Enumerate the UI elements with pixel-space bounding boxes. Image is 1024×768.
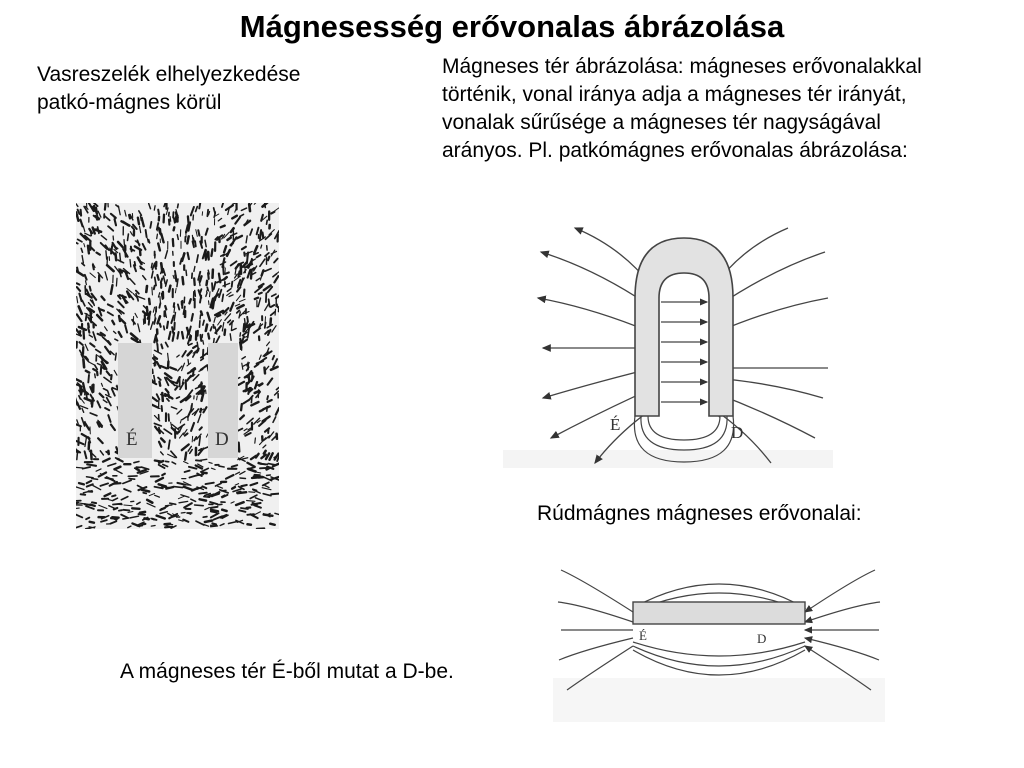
horseshoe-field-diagram	[503, 218, 833, 468]
iron-filing	[225, 330, 226, 335]
iron-filing	[173, 239, 174, 246]
iron-filing	[270, 319, 271, 325]
iron-filing	[200, 499, 206, 500]
iron-filing	[140, 512, 145, 513]
iron-filing	[239, 271, 240, 276]
iron-filing	[198, 230, 199, 235]
iron-filing	[77, 454, 78, 460]
iron-filing	[178, 204, 179, 208]
iron-filing	[203, 517, 207, 518]
iron-filing	[157, 234, 158, 238]
iron-filing	[130, 260, 131, 267]
bar-magnet	[633, 602, 805, 624]
iron-filing	[212, 283, 213, 291]
iron-filing	[86, 371, 89, 373]
iron-filings-image	[76, 203, 279, 529]
iron-filing	[129, 215, 130, 218]
iron-filing	[260, 410, 263, 411]
iron-filing	[169, 440, 170, 449]
iron-filing	[154, 318, 155, 324]
iron-filing	[231, 323, 232, 331]
iron-filing	[87, 464, 96, 465]
iron-filing	[271, 212, 274, 214]
iron-filing	[210, 292, 211, 297]
bar-pole-north: É	[639, 628, 647, 643]
iron-filing	[187, 333, 188, 338]
iron-filing	[207, 210, 208, 216]
iron-filing	[225, 273, 229, 274]
iron-filing	[206, 325, 207, 331]
iron-filing	[108, 391, 109, 395]
iron-filing	[123, 518, 129, 519]
inner-field-lines	[661, 302, 707, 402]
iron-filing	[142, 524, 145, 525]
iron-filing	[241, 508, 248, 509]
iron-filing	[197, 396, 198, 400]
iron-filing	[92, 502, 96, 503]
iron-filings-photo	[76, 203, 279, 529]
iron-filing	[76, 467, 83, 468]
iron-filing	[270, 524, 275, 525]
iron-filing	[211, 526, 218, 527]
iron-filing	[239, 443, 240, 452]
iron-filing	[149, 240, 150, 243]
iron-filing	[203, 320, 204, 325]
iron-filing	[81, 210, 82, 216]
slide-title: Mágnesesség erővonalas ábrázolása	[239, 9, 785, 44]
iron-filing	[260, 230, 261, 239]
iron-filing	[119, 316, 120, 321]
iron-filing	[88, 375, 89, 383]
iron-filing	[268, 257, 269, 260]
iron-filing	[160, 324, 161, 327]
iron-filing	[188, 360, 189, 365]
iron-filing	[251, 397, 252, 403]
iron-filing	[160, 297, 161, 303]
photo-pole-south: D	[215, 429, 229, 450]
iron-filing	[199, 437, 200, 446]
iron-filing	[173, 333, 175, 341]
iron-filing	[90, 522, 94, 523]
horseshoe-pole-south: D	[731, 423, 744, 442]
iron-filing	[106, 251, 107, 259]
iron-filing	[167, 322, 168, 328]
iron-filing	[201, 312, 202, 315]
iron-filing	[211, 249, 212, 256]
iron-filing	[165, 524, 171, 525]
iron-filing	[111, 375, 112, 379]
iron-filing	[154, 376, 155, 382]
iron-filing	[174, 307, 175, 313]
iron-filing	[174, 303, 175, 307]
iron-filing	[185, 471, 190, 472]
iron-filing	[232, 282, 233, 287]
iron-filing	[175, 288, 176, 292]
iron-filing	[162, 406, 163, 411]
iron-filing	[115, 219, 117, 225]
iron-filing	[188, 253, 189, 259]
iron-filing	[217, 315, 220, 316]
iron-filing	[177, 397, 180, 398]
photo-pole-north: É	[126, 429, 138, 450]
bar-field-lines	[558, 570, 880, 690]
iron-filing	[120, 253, 121, 262]
iron-filing	[187, 236, 188, 243]
iron-filing	[208, 334, 209, 339]
iron-filing	[267, 396, 268, 399]
filings-caption: Vasreszelék elhelyezkedése patkó-mágnes körül	[37, 63, 301, 114]
iron-filing	[261, 245, 262, 248]
iron-filing	[267, 220, 268, 224]
iron-filing	[195, 291, 196, 297]
horseshoe-magnet	[635, 238, 733, 416]
iron-filing	[90, 287, 91, 291]
iron-filing	[240, 339, 241, 347]
iron-filing	[154, 206, 155, 210]
iron-filing	[152, 287, 153, 295]
iron-filing	[259, 384, 262, 386]
iron-filing	[200, 276, 202, 282]
iron-filing	[208, 273, 209, 279]
iron-filing	[188, 216, 189, 224]
iron-filing	[204, 497, 210, 498]
iron-filing	[207, 281, 208, 285]
iron-filing	[195, 505, 204, 506]
iron-filing	[151, 526, 155, 527]
iron-filing	[258, 463, 261, 464]
iron-filing	[125, 250, 126, 257]
iron-filing	[136, 469, 139, 470]
iron-filing	[77, 268, 78, 271]
iron-filing	[111, 285, 113, 294]
iron-filing	[77, 283, 80, 284]
iron-filing	[92, 479, 98, 480]
iron-filing	[146, 286, 147, 292]
iron-filing	[116, 278, 117, 286]
field-description: Mágneses tér ábrázolása: mágneses erővonalakkal történik, vonal iránya adja a mágneses tér irányát, vonalak sűrűsége a mágneses tér nagyságával arányos. Pl. patkómágnes erővonalas ábrázolása:	[442, 55, 922, 162]
iron-filing	[170, 217, 171, 222]
iron-filing	[211, 511, 217, 512]
iron-filing	[199, 281, 200, 285]
iron-filing	[183, 277, 184, 284]
iron-filing	[221, 226, 225, 228]
iron-filing	[162, 393, 163, 401]
iron-filing	[83, 360, 84, 368]
iron-filing	[88, 324, 89, 328]
iron-filing	[160, 382, 161, 386]
iron-filing	[203, 341, 204, 345]
iron-filing	[252, 477, 259, 478]
iron-filing	[212, 523, 216, 524]
iron-filing	[86, 528, 90, 529]
iron-filing	[244, 324, 245, 331]
iron-filing	[165, 306, 166, 310]
iron-filing	[262, 233, 263, 239]
iron-filing	[255, 298, 258, 299]
iron-filing	[255, 438, 256, 443]
iron-filing	[172, 327, 173, 333]
iron-filing	[169, 414, 170, 421]
iron-filing	[129, 479, 135, 480]
iron-filing	[240, 478, 246, 479]
iron-filing	[152, 519, 156, 520]
iron-filing	[116, 447, 117, 451]
iron-filing	[224, 277, 227, 279]
iron-filing	[249, 492, 255, 493]
iron-filing	[80, 331, 81, 335]
iron-filing	[132, 508, 139, 509]
iron-filing	[81, 494, 86, 495]
iron-filing	[230, 334, 231, 341]
iron-filing	[191, 406, 192, 410]
iron-filing	[135, 467, 141, 468]
iron-filing	[213, 325, 214, 328]
iron-filing	[199, 493, 207, 494]
iron-filing	[211, 507, 218, 508]
iron-filing	[193, 238, 194, 241]
iron-filing	[181, 513, 185, 514]
iron-filing	[264, 515, 273, 516]
iron-filing	[241, 485, 246, 486]
iron-filing	[170, 503, 176, 504]
iron-filing	[159, 428, 160, 433]
iron-filing	[174, 227, 175, 230]
iron-filing	[232, 487, 235, 489]
iron-filing	[157, 344, 158, 352]
iron-filing	[162, 474, 165, 476]
iron-filing	[101, 367, 102, 374]
iron-filing	[200, 289, 201, 292]
iron-filing	[186, 270, 187, 275]
iron-filing	[93, 369, 96, 371]
iron-filing	[112, 495, 115, 496]
iron-filing	[177, 332, 178, 339]
iron-filing	[84, 504, 91, 505]
iron-filing	[88, 328, 89, 333]
iron-filing	[84, 421, 85, 425]
iron-filing	[115, 353, 116, 360]
iron-filing	[151, 263, 152, 267]
iron-filing	[159, 303, 160, 308]
iron-filing	[238, 492, 247, 493]
iron-filing	[165, 527, 172, 528]
bar-pole-south: D	[757, 631, 767, 646]
iron-filing	[247, 501, 255, 502]
iron-filing	[139, 514, 146, 515]
iron-filing	[79, 483, 84, 484]
iron-filing	[154, 286, 155, 290]
iron-filing	[244, 290, 245, 297]
iron-filing	[201, 335, 202, 341]
iron-filing	[211, 327, 212, 331]
iron-filing	[186, 232, 187, 238]
iron-filing	[128, 234, 129, 240]
iron-filing	[259, 293, 262, 294]
iron-filing	[271, 494, 279, 495]
iron-filing	[253, 489, 257, 490]
iron-filing	[76, 503, 78, 504]
bar-magnet-caption: Rúdmágnes mágneses erővonalai:	[537, 502, 862, 525]
iron-filing	[192, 314, 193, 321]
iron-filing	[168, 394, 169, 397]
iron-filing	[162, 294, 163, 299]
iron-filing	[123, 510, 129, 511]
iron-filing	[194, 278, 195, 285]
iron-filing	[143, 493, 146, 494]
iron-filing	[158, 210, 159, 215]
iron-filing	[245, 319, 246, 326]
iron-filing	[209, 301, 210, 305]
iron-filing	[116, 254, 117, 261]
iron-filing	[175, 275, 176, 281]
iron-filing	[169, 286, 170, 292]
iron-filing	[112, 517, 119, 518]
iron-filing	[161, 344, 162, 348]
iron-filing	[142, 490, 149, 492]
iron-filing	[112, 321, 114, 324]
iron-filing	[95, 374, 96, 378]
iron-filing	[182, 485, 190, 486]
iron-filing	[158, 244, 160, 251]
iron-filing	[247, 514, 254, 515]
iron-filing	[124, 505, 132, 506]
iron-filing	[157, 275, 158, 280]
iron-filing	[219, 466, 224, 467]
iron-filing	[183, 253, 184, 256]
iron-filing	[195, 241, 196, 246]
iron-filing	[264, 451, 266, 454]
iron-filing	[182, 332, 183, 339]
iron-filing	[196, 460, 201, 461]
iron-filing	[174, 487, 183, 488]
iron-filing	[189, 299, 190, 303]
field-direction-note: A mágneses tér É-ből mutat a D-be.	[120, 660, 454, 683]
iron-filing	[177, 235, 178, 240]
iron-filing	[84, 331, 85, 339]
iron-filing	[159, 461, 163, 463]
iron-filing	[88, 246, 89, 254]
iron-filing	[199, 203, 200, 208]
horseshoe-field-svg	[503, 218, 833, 468]
iron-filing	[247, 317, 248, 321]
iron-filing	[161, 278, 163, 282]
iron-filing	[222, 294, 223, 301]
iron-filing	[185, 453, 186, 460]
iron-filing	[154, 357, 157, 359]
iron-filing	[146, 230, 147, 237]
iron-filing	[200, 296, 201, 303]
bar-magnet-field-diagram	[553, 550, 885, 722]
iron-filing	[177, 432, 180, 434]
iron-filing	[262, 270, 264, 275]
iron-filing	[205, 521, 212, 523]
iron-filing	[240, 333, 241, 336]
iron-filing	[164, 326, 165, 330]
iron-filing	[268, 464, 274, 465]
iron-filing	[105, 203, 106, 210]
iron-filing	[190, 336, 191, 340]
iron-filing	[241, 404, 242, 410]
iron-filing	[222, 510, 226, 511]
iron-filing	[150, 222, 151, 228]
bar-field-svg	[553, 550, 885, 722]
iron-filing	[160, 229, 161, 235]
iron-filing	[265, 368, 266, 374]
iron-filing	[194, 267, 195, 272]
horseshoe-pole-north: É	[610, 415, 621, 434]
iron-filing	[138, 218, 139, 225]
